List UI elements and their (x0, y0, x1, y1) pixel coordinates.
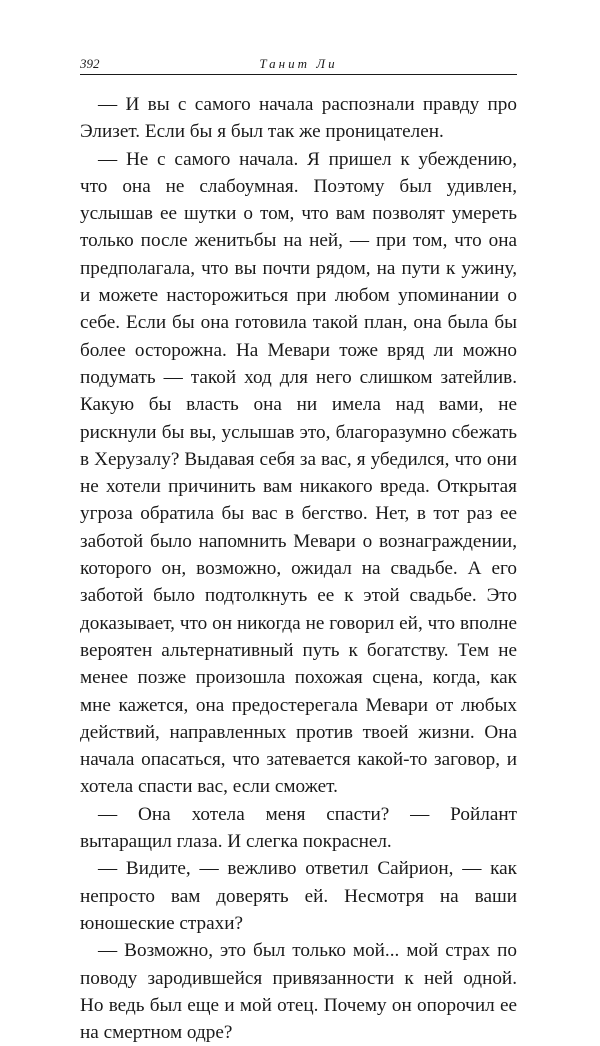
page-number: 392 (80, 56, 100, 71)
paragraph: — Возможно, это был только мой... мой страх по поводу зародившейся привязанности к ней одной. Но ведь был еще и мой отец. Почему он опорочил ее на смертном одре? (80, 940, 517, 1044)
paragraph: — И вы с самого начала распознали правду про Элизет. Если бы я был так же проницателен. (80, 94, 517, 143)
body-text (80, 91, 517, 1046)
paragraph: — Видите, — вежливо ответил Сайрион, — как непросто вам доверять ей. Несмотря на ваши юношеские страхи? (80, 858, 517, 934)
page-header (80, 52, 517, 76)
header-rule (80, 74, 517, 75)
paragraph: — Не с самого начала. Я пришел к убеждению, что она не слабоумная. Поэтому был удивлен, услышав ее шутки о том, что вам позволят умереть только после женитьбы на ней, — при том, что она предполагала, что вы почти рядом, на пути к ужину, и можете насторожиться при любом упоминании о себе. Если бы она готовила такой план, она была бы более осторожна. На Мевари тоже вряд ли можно подумать — такой ход для него слишком затейлив. Какую бы власть она ни имела над вами, не рискнули бы вы, услышав это, благоразумно сбежать в Херузалу? Выдавая себя за вас, я убедился, что они не хотели причинить вам никакого вреда. Открытая угроза обратила бы вас в бегство. Нет, в тот раз ее заботой было напомнить Мевари о вознаграждении, которого он, возможно, ожидал на свадьбе. А его заботой было подтолкнуть ее к этой свадьбе. Это доказывает, что он никогда не говорил ей, что вполне вероятен альтернативный путь к богатству. Тем не менее позже произошла похожая сцена, когда, как мне кажется, она предостерегала Мевари от любых действий, направленных против твоей жизни. Она начала опасаться, что затевается какой-то заговор, и хотела спасти вас, если сможет. (80, 148, 517, 798)
paragraph: — Она хотела меня спасти? — Ройлант вытаращил глаза. И слегка покраснел. (80, 803, 517, 853)
running-title: Танит Ли (259, 56, 338, 71)
